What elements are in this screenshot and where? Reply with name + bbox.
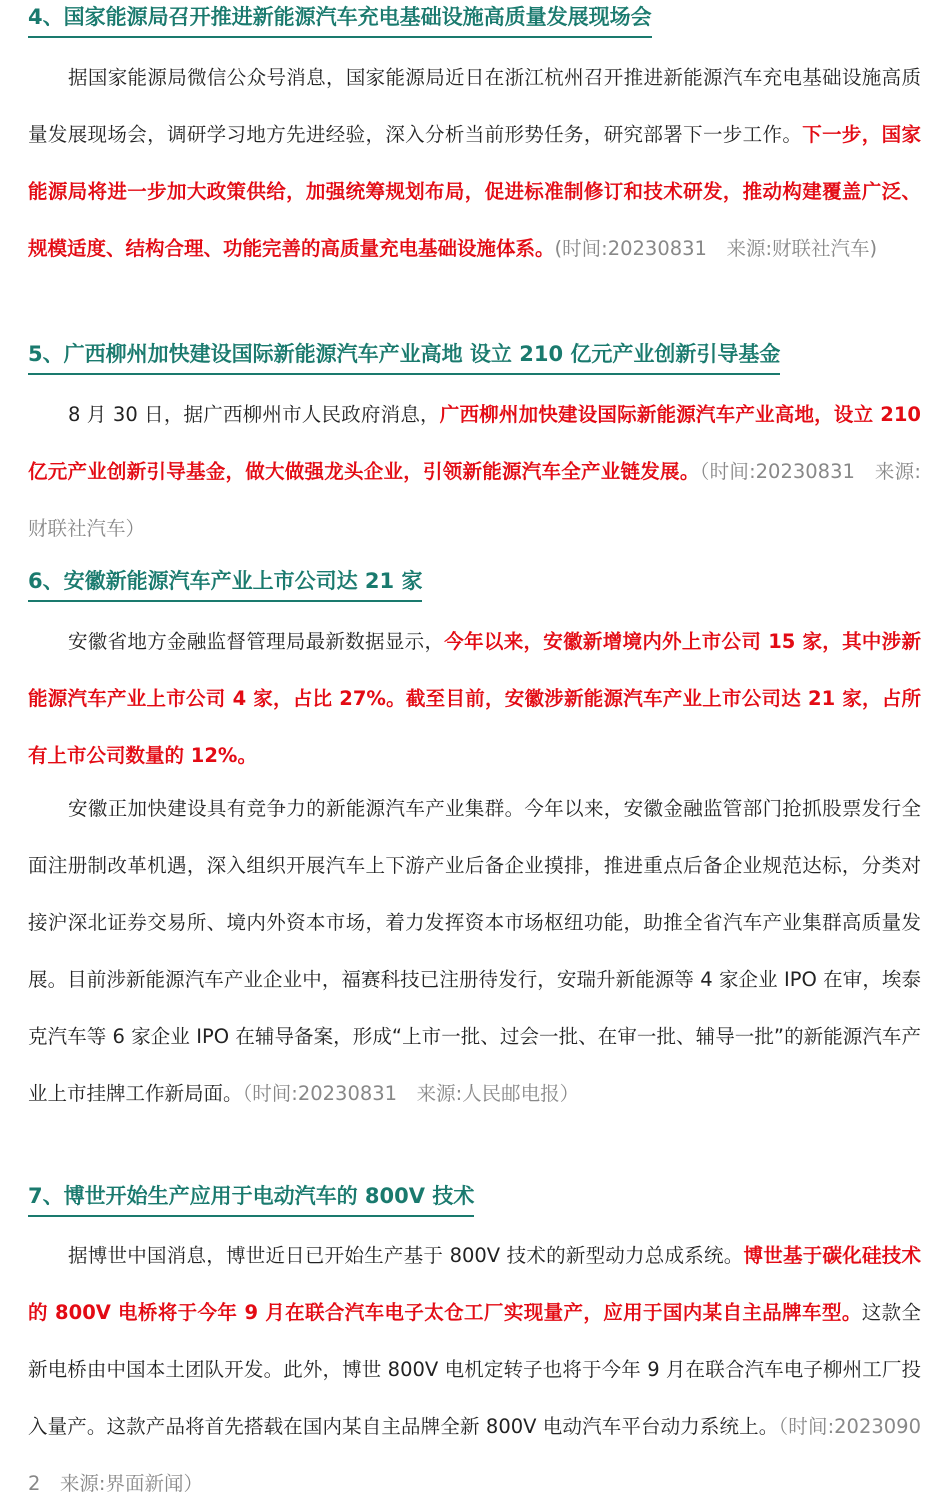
section-6-text-2: 安徽正加快建设具有竞争力的新能源汽车产业集群。今年以来，安徽金融监管部门抢抓股票发行全面注册制改革机遇，深入组织开展汽车上下游产业后备企业摸排，推进重点后备企业规范达标，分类对接沪深北证券交易所、境内外资本市场，着力发挥资本市场枢纽功能，助推全省汽车产业集群高质量发展。目前涉新能源汽车产业企业中，福赛科技已注册待发行，安瑞升新能源等 4 家企业 IPO 在审，埃泰克汽车等 6 家企业 IPO 在辅导备案，形成“上市一批、过会一批、在审一批、辅导一批”的新能源汽车产业上市挂牌工作新局面。 [28, 797, 921, 1105]
section-5-title: 5、广西柳州加快建设国际新能源汽车产业高地 设立 210 亿元产业创新引导基金 [28, 339, 780, 375]
section-6-paragraph-1 [28, 613, 921, 784]
section-5-paragraph [28, 386, 921, 557]
section-4-heading-wrap [28, 2, 652, 38]
section-7-highlight: 博世基于碳化硅技术的 800V 电桥将于今年 9 月在联合汽车电子太仓工厂实现量产，应用于国内某自主品牌车型。 [28, 1244, 921, 1324]
section-5-heading-wrap [28, 339, 780, 375]
section-5-source: （时间:20230831 来源:财联社汽车） [28, 460, 921, 540]
section-4-title: 4、国家能源局召开推进新能源汽车充电基础设施高质量发展现场会 [28, 2, 652, 38]
section-4-highlight: 下一步，国家能源局将进一步加大政策供给，加强统筹规划布局，促进标准制修订和技术研发，推动构建覆盖广泛、规模适度、结构合理、功能完善的高质量充电基础设施体系。 [28, 123, 921, 260]
section-4-source: (时间:20230831 来源:财联社汽车) [554, 237, 878, 260]
section-7-source: （时间:20230902 来源:界面新闻） [28, 1415, 921, 1495]
section-7-heading-wrap [28, 1181, 474, 1217]
section-7-text: 据博世中国消息，博世近日已开始生产基于 800V 技术的新型动力总成系统。 [68, 1244, 744, 1267]
section-4-paragraph [28, 49, 921, 277]
section-6-highlight: 今年以来，安徽新增境内外上市公司 15 家，其中涉新能源汽车产业上市公司 4 家，占比 27%。截至目前，安徽涉新能源汽车产业上市公司达 21 家，占所有上市公司数量的 12%。 [28, 630, 921, 767]
section-6-text-1: 安徽省地方金融监督管理局最新数据显示， [68, 630, 445, 653]
section-7-title: 7、博世开始生产应用于电动汽车的 800V 技术 [28, 1181, 474, 1217]
section-7-text-after: 这款全新电桥由中国本土团队开发。此外，博世 800V 电机定转子也将于今年 9 月在联合汽车电子柳州工厂投入量产。这款产品将首先搭载在国内某自主品牌全新 800V 电动汽车平台动力系统上。 [28, 1301, 921, 1438]
section-7-paragraph [28, 1227, 921, 1512]
section-6-paragraph-2 [28, 780, 921, 1122]
section-5-text: 8 月 30 日，据广西柳州市人民政府消息， [68, 403, 440, 426]
section-6-title: 6、安徽新能源汽车产业上市公司达 21 家 [28, 566, 422, 602]
section-4-text: 据国家能源局微信公众号消息，国家能源局近日在浙江杭州召开推进新能源汽车充电基础设施高质量发展现场会，调研学习地方先进经验，深入分析当前形势任务，研究部署下一步工作。 [28, 66, 921, 146]
section-5-highlight: 广西柳州加快建设国际新能源汽车产业高地，设立 210 亿元产业创新引导基金，做大做强龙头企业，引领新能源汽车全产业链发展。 [28, 403, 921, 483]
section-6-source: （时间:20230831 来源:人民邮电报） [242, 1082, 580, 1105]
section-6-heading-wrap [28, 566, 422, 602]
